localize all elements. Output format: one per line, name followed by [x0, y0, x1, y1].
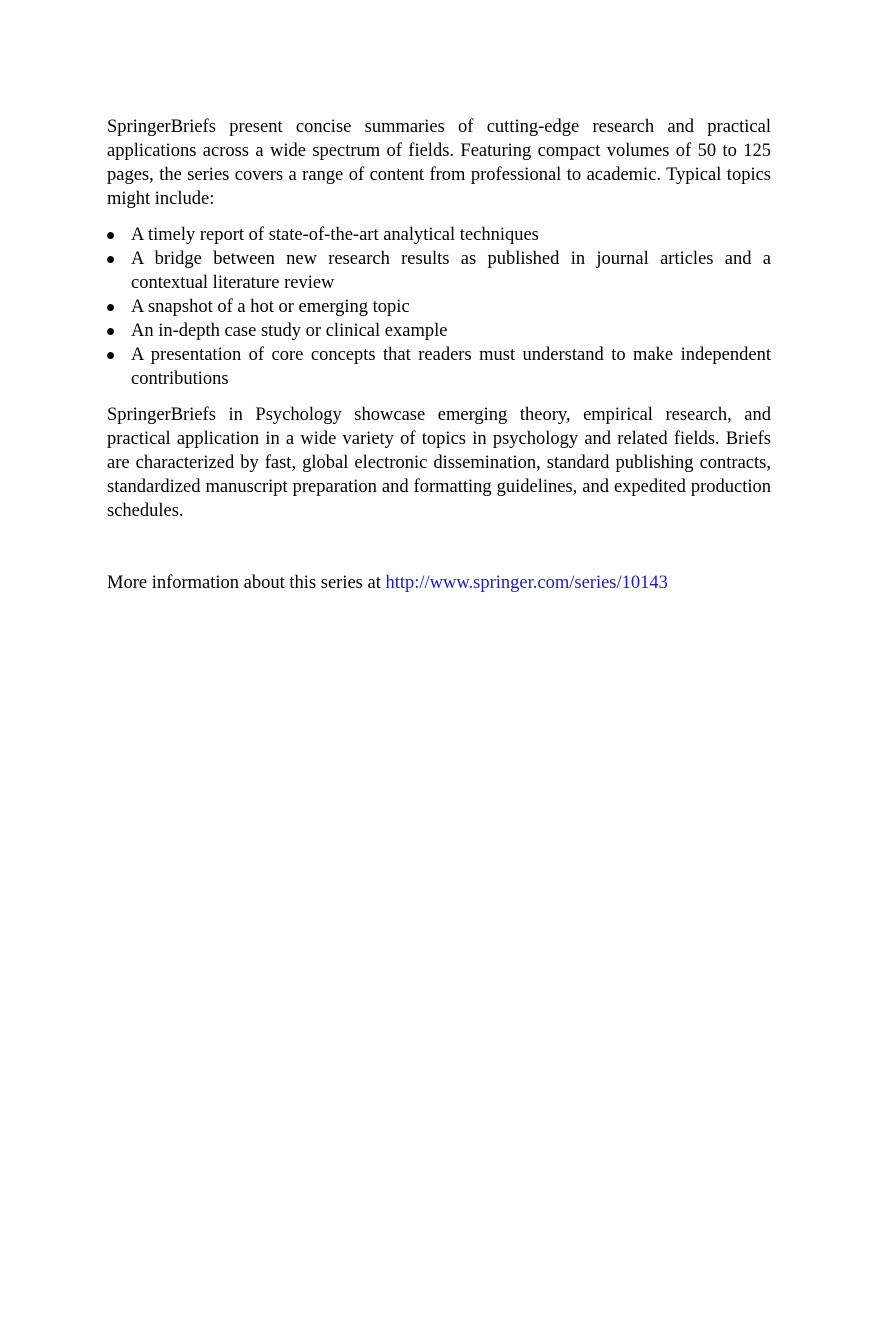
page-content	[107, 115, 771, 595]
bullet-icon	[107, 232, 114, 239]
topic-text: A snapshot of a hot or emerging topic	[131, 297, 410, 317]
list-item	[107, 295, 771, 319]
more-info-prefix: More information about this series at	[107, 573, 386, 593]
list-item	[107, 223, 771, 247]
series-description-paragraph: SpringerBriefs in Psychology showcase emerging theory, empirical research, and practical application in a wide variety of topics in psychology and related fields. Briefs are characterized by fast, global electronic dissemination, standard publishing contracts, standardized manuscript preparation and formatting guidelines, and expedited production schedules.	[107, 405, 771, 521]
topic-text: An in-depth case study or clinical example	[131, 321, 448, 341]
series-link[interactable]: http://www.springer.com/series/10143	[385, 573, 668, 593]
bullet-icon	[107, 352, 114, 359]
topic-text: A bridge between new research results as published in journal articles and a contextual literature review	[131, 249, 771, 293]
list-item	[107, 247, 771, 295]
list-item	[107, 343, 771, 391]
topic-text: A presentation of core concepts that readers must understand to make independent contributions	[131, 345, 771, 389]
bullet-icon	[107, 328, 114, 335]
bullet-icon	[107, 256, 114, 263]
bullet-icon	[107, 304, 114, 311]
more-info-line	[107, 571, 771, 595]
topic-text: A timely report of state-of-the-art analytical techniques	[131, 225, 539, 245]
topics-list	[107, 223, 771, 391]
list-item	[107, 319, 771, 343]
intro-paragraph: SpringerBriefs present concise summaries of cutting-edge research and practical applications across a wide spectrum of fields. Featuring compact volumes of 50 to 125 pages, the series covers a range of content from professional to academic. Typical topics might include:	[107, 117, 771, 209]
